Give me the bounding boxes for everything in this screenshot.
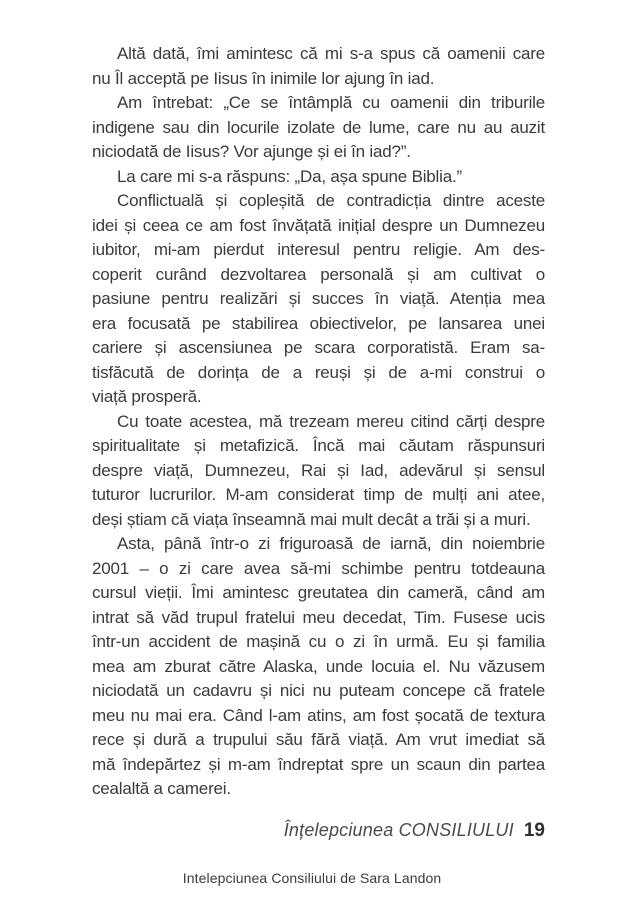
text-line: Cu toate acestea, mă trezeam mereu citind cărți despre (117, 411, 545, 431)
text-line: coperit curând dezvoltarea personală și am cultivat o (92, 264, 545, 284)
text-line: niciodată un cadavru și nici nu puteam concepe că fratele (92, 681, 545, 700)
text-line: idei și ceea ce am fost învățată inițial despre un Dumnezeu (92, 215, 545, 235)
text-line: Asta, până într-o zi friguroasă de iarnă, din noiembrie (117, 534, 545, 553)
paragraph (92, 532, 545, 802)
text-line: spiritualitate și metafizică. Încă mai căutam răspunsuri (92, 436, 545, 455)
page-number: 19 (523, 820, 545, 841)
body-text (92, 42, 545, 802)
text-line: nu Îl acceptă pe Iisus în inimile lor ajung în iad. (92, 68, 435, 88)
paragraph (92, 91, 545, 165)
text-line: tisfăcută de dorința de a reuși și de a-mi construi o (92, 362, 545, 382)
text-line: cealaltă a camerei. (92, 779, 231, 798)
text-line: pasiune pentru realizări și succes în viață. Atenția mea (92, 289, 545, 308)
running-title: Înțelepciunea CONSILIULUI (283, 820, 514, 840)
text-line: cariere și ascensiunea pe scara corporatistă. Eram sa- (92, 338, 545, 357)
text-line: meu nu mai era. Când l-am atins, am fost șocată de textura (92, 705, 545, 725)
paragraph (92, 410, 545, 533)
text-line: viață prosperă. (92, 387, 202, 406)
text-line: iubitor, mi-am pierdut interesul pentru religie. Am des- (92, 240, 545, 259)
text-line: indigene sau din locurile izolate de lume, care nu au auzit (92, 117, 545, 137)
text-line: era focusată pe stabilirea obiectivelor, pe lansarea unei (92, 313, 545, 333)
paragraph (92, 165, 545, 190)
text-line: mea am zburat către Alaska, unde locuia el. Nu văzusem (92, 656, 545, 676)
text-line: niciodată de Iisus? Vor ajunge și ei în iad?”. (92, 142, 411, 161)
text-line: cursul vieții. Îmi amintesc greutatea din cameră, când am (92, 583, 545, 602)
paragraph (92, 189, 545, 410)
text-line: deși știam că viața înseamnă mai mult decât a trăi și a muri. (92, 509, 531, 529)
text-line: Altă dată, îmi amintesc că mi s-a spus că oamenii care (117, 44, 545, 63)
text-line: Am întrebat: „Ce se întâmplă cu oamenii din triburile (117, 93, 545, 112)
text-line: Conflictuală și copleșită de contradicția dintre aceste (117, 191, 545, 210)
paragraph (92, 42, 545, 91)
text-line: La care mi s-a răspuns: „Da, așa spune Biblia.” (117, 166, 462, 186)
text-line: despre viață, Dumnezeu, Rai și Iad, adevărul și sensul (92, 460, 545, 480)
text-line: intrat să văd trupul fratelui meu decedat, Tim. Fusese ucis (92, 607, 545, 627)
book-caption: Intelepciunea Consiliului de Sara Landon (182, 870, 442, 886)
text-line: 2001 – o zi care avea să-mi schimbe pentru totdeauna (92, 558, 545, 578)
text-line: tuturor lucrurilor. M-am considerat timp de mulți ani atee, (92, 485, 545, 504)
text-line: rece și dură a trupului său fără viață. Am vrut imediat să (92, 730, 545, 749)
text-line: mă îndepărtez și m-am îndreptat spre un scaun din partea (92, 754, 545, 774)
text-line: într-un accident de mașină cu o zi în urmă. Eu și familia (92, 632, 545, 651)
running-footer (92, 820, 545, 842)
